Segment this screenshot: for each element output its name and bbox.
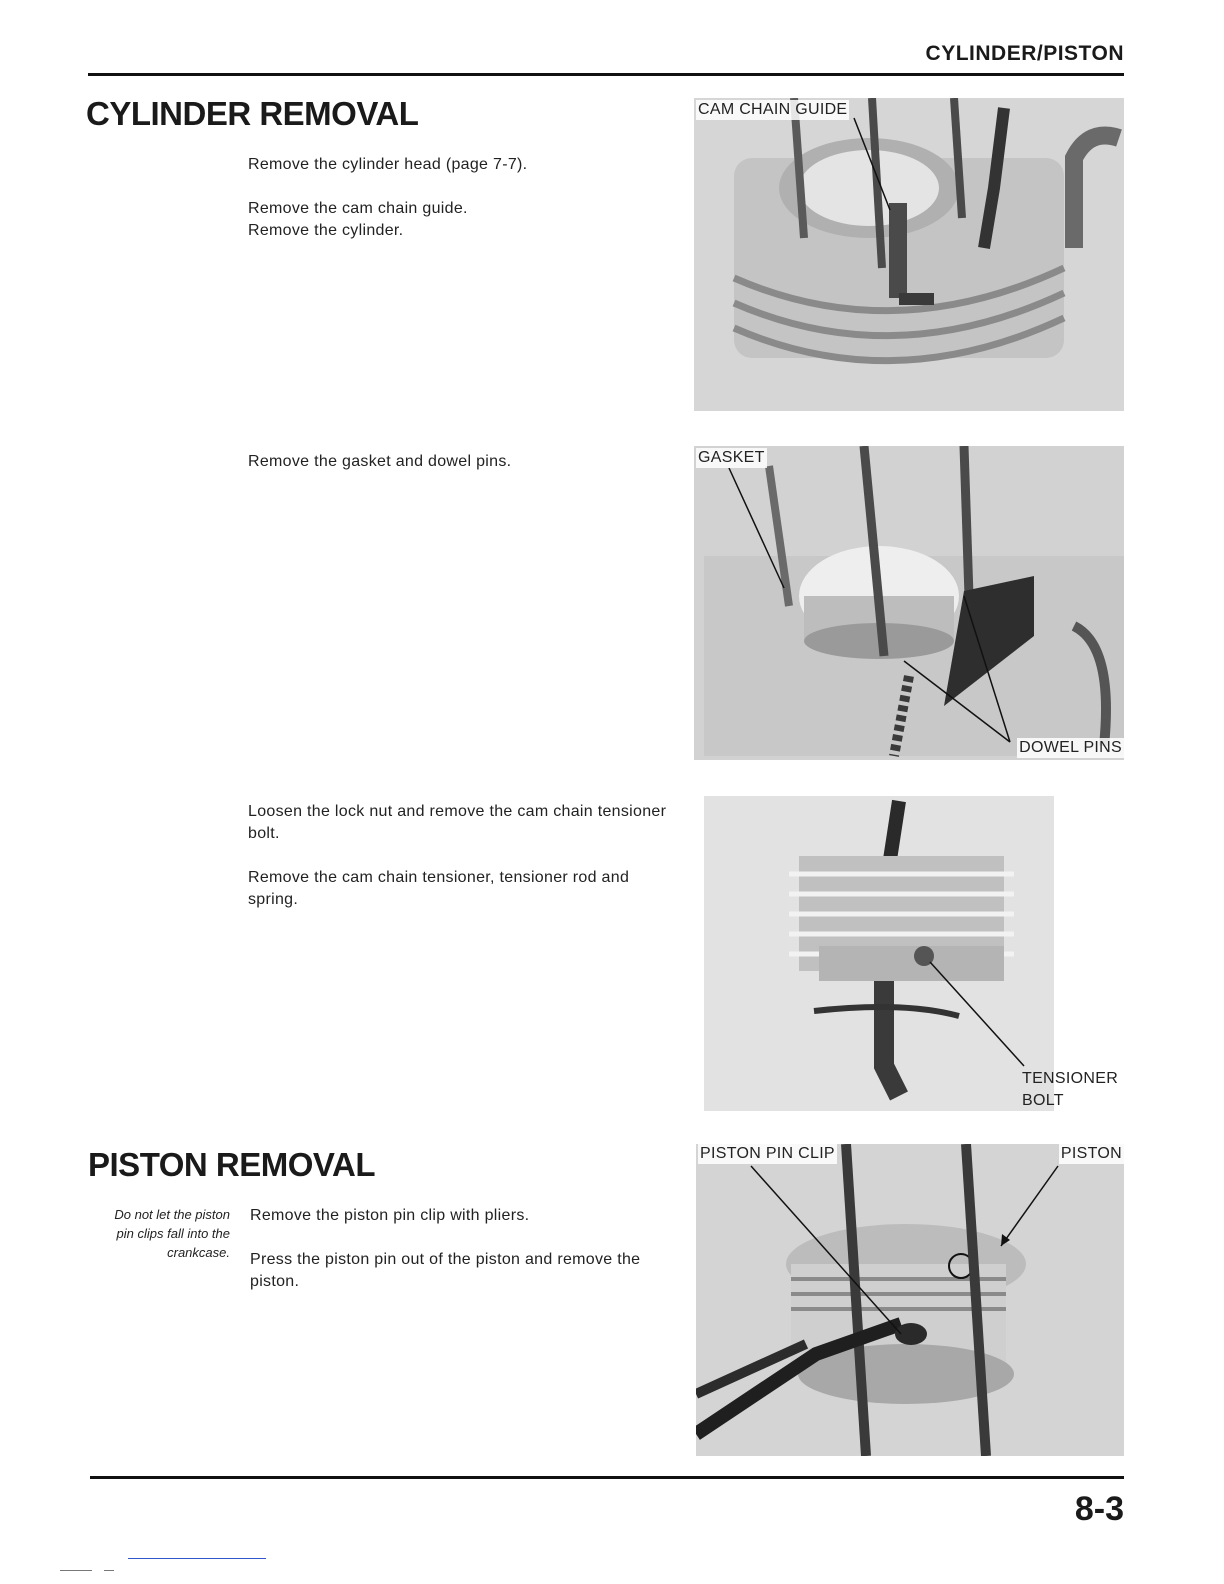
gasket-photo-illustration xyxy=(694,446,1124,760)
figure-gasket-dowel-pins xyxy=(694,446,1124,760)
label-piston-pin-clip: PISTON PIN CLIP xyxy=(700,1145,835,1162)
footer-dash-mark-small xyxy=(104,1570,114,1571)
caution-note-line-3: crankcase. xyxy=(167,1245,230,1260)
label-tensioner: TENSIONER xyxy=(1022,1070,1119,1087)
label-piston: PISTON xyxy=(1060,1145,1122,1162)
caution-note xyxy=(60,1205,230,1262)
step-press-piston-pin: Press the piston pin out of the piston and remove the piston. xyxy=(250,1251,641,1290)
step-loosen-lock-nut: Loosen the lock nut and remove the cam chain tensioner bolt. xyxy=(248,803,667,842)
footer-dash-mark xyxy=(60,1570,92,1571)
step-remove-cylinder-head: Remove the cylinder head (page 7-7). xyxy=(248,156,528,173)
caution-note-line-1: Do not let the piston xyxy=(114,1207,230,1222)
step-remove-cam-chain-guide: Remove the cam chain guide. xyxy=(248,200,468,217)
step-remove-tensioner: Remove the cam chain tensioner, tensioner rod and spring. xyxy=(248,869,630,908)
figure-cam-chain-guide xyxy=(694,98,1124,411)
piston-removal-title: PISTON REMOVAL xyxy=(88,1146,375,1183)
cylinder-removal-title: CYLINDER REMOVAL xyxy=(86,95,419,132)
footer-rule xyxy=(90,1476,1124,1479)
step-remove-gasket-dowel-pins: Remove the gasket and dowel pins. xyxy=(248,453,512,470)
section-header-title: CYLINDER/PISTON xyxy=(925,42,1124,65)
step-remove-cylinder: Remove the cylinder. xyxy=(248,222,404,239)
label-bolt: BOLT xyxy=(1022,1092,1064,1109)
step-remove-piston-pin-clip: Remove the piston pin clip with pliers. xyxy=(250,1207,530,1224)
piston-photo-illustration xyxy=(696,1144,1124,1456)
label-dowel-pins: DOWEL PINS xyxy=(1019,739,1122,756)
label-gasket: GASKET xyxy=(698,449,765,466)
figure-tensioner-bolt xyxy=(694,796,1124,1116)
cylinder-photo-illustration xyxy=(694,98,1124,411)
page-number: 8-3 xyxy=(1074,1490,1124,1528)
label-cam-chain-guide: CAM CHAIN GUIDE xyxy=(698,101,848,118)
tensioner-photo-illustration xyxy=(694,796,1124,1116)
figure-piston-pin-clip xyxy=(696,1144,1124,1456)
footer-blue-underline xyxy=(128,1558,266,1559)
header-rule xyxy=(88,73,1124,76)
caution-note-line-2: pin clips fall into the xyxy=(116,1226,230,1241)
